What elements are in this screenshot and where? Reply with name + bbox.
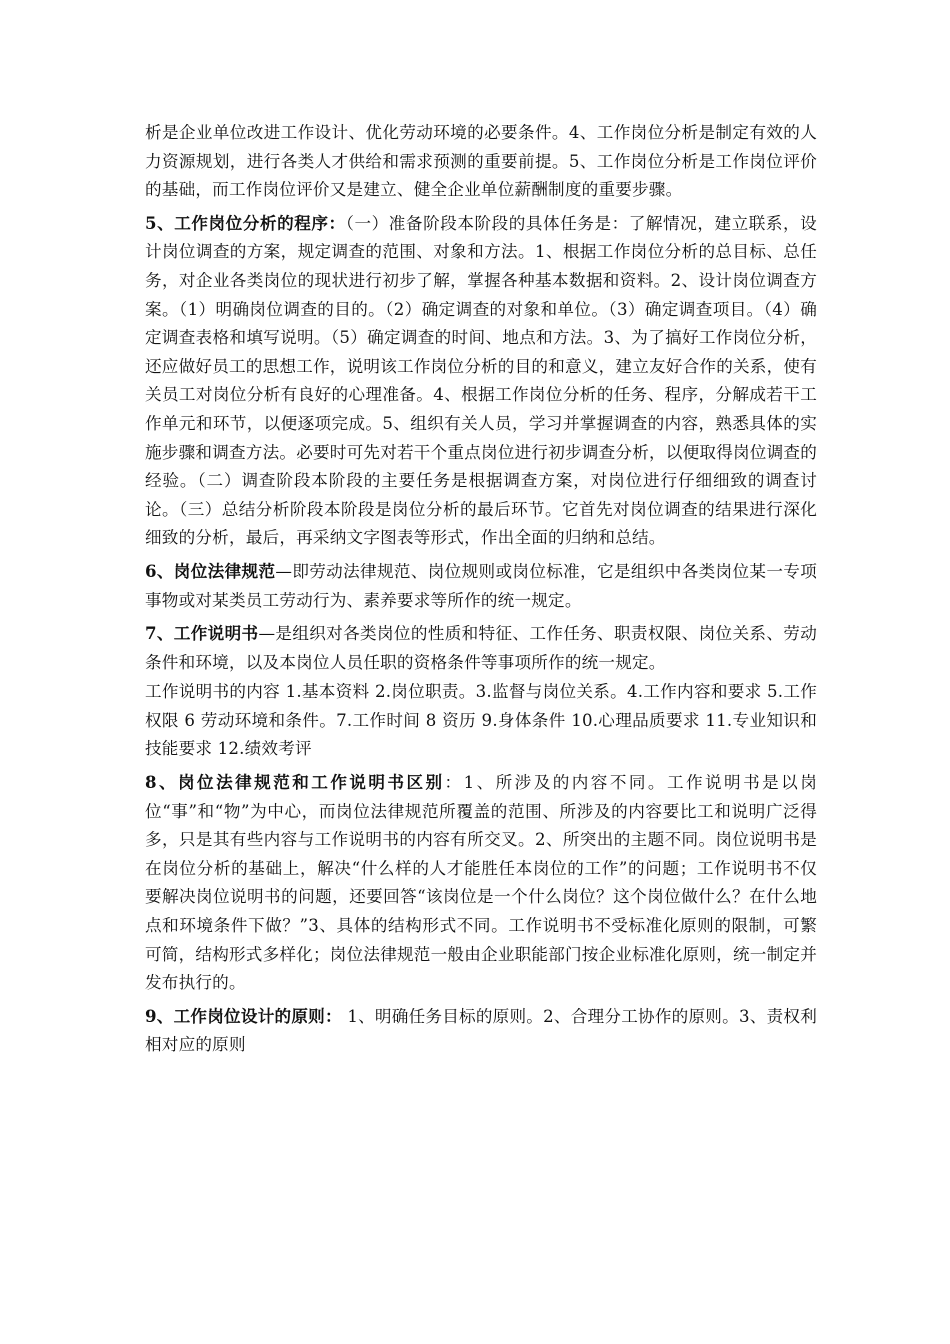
paragraph-body: 1、明确任务目标的原则。2、合理分工协作的原则。3、责权利相对应的原则 <box>145 1006 817 1055</box>
document-page <box>145 118 817 1064</box>
paragraph-body: ：1、所涉及的内容不同。工作说明书是以岗位“事”和“物”为中心，而岗位法律规范所覆盖的范围、所涉及的内容要比工和说明广泛得多，只是其有些内容与工作说明书的内容有所交叉。2、所突出的主题不同。岗位说明书是在岗位分析的基础上，解决“什么样的人才能胜任本岗位的工作”的问题；工作说明书不仅要解决岗位说明书的问题，还要回答“该岗位是一个什么岗位？这个岗位做什么？在什么地点和环境条件下做？”3、具体的结构形式不同。工作说明书不受标准化原则的限制，可繁可简，结构形式多样化；岗位法律规范一般由企业职能部门按企业标准化原则，统一制定并发布执行的。 <box>145 773 817 993</box>
paragraph-body: —即劳动法律规范、岗位规则或岗位标准，它是组织中各类岗位某一专项事物或对某类员工劳动行为、素养要求等所作的统一规定。 <box>145 561 817 610</box>
paragraph-job-analysis-procedure <box>145 209 817 553</box>
paragraph-heading: 5、工作岗位分析的程序： <box>145 212 346 233</box>
paragraph-job-legal-norms <box>145 557 817 615</box>
paragraph-heading: 6、岗位法律规范 <box>145 560 276 581</box>
paragraph-body: 析是企业单位改进工作设计、优化劳动环境的必要条件。4、工作岗位分析是制定有效的人力资源规划，进行各类人才供给和需求预测的重要前提。5、工作岗位分析是工作岗位评价的基础，而工作岗位评价又是建立、健全企业单位薪酬制度的重要步骤。 <box>145 123 817 200</box>
paragraph-job-description <box>145 619 817 677</box>
paragraph-body: —是组织对各类岗位的性质和特征、工作任务、职责权限、岗位关系、劳动条件和环境，以及本岗位人员任职的资格条件等事项所作的统一规定。 <box>145 624 817 672</box>
paragraph-job-design-principles <box>145 1002 817 1060</box>
paragraph-norms-vs-description <box>145 768 817 998</box>
paragraph-body: 工作说明书的内容 1.基本资料 2.岗位职责。3.监督与岗位关系。4.工作内容和要求 5.工作权限 6 劳动环境和条件。7.工作时间 8 资历 9.身体条件 10.心理品质要求 11.专业知识和技能要求 12.绩效考评 <box>145 682 817 759</box>
paragraph-body: （一）准备阶段本阶段的具体任务是：了解情况，建立联系，设计岗位调查的方案，规定调查的范围、对象和方法。1、根据工作岗位分析的总目标、总任务，对企业各类岗位的现状进行初步了解，掌握各种基本数据和资料。2、设计岗位调查方案。（1）明确岗位调查的目的。（2）确定调查的对象和单位。（3）确定调查项目。（4）确定调查表格和填写说明。（5）确定调查的时间、地点和方法。3、为了搞好工作岗位分析，还应做好员工的思想工作，说明该工作岗位分析的目的和意义，建立友好合作的关系，使有关员工对岗位分析有良好的心理准备。4、根据工作岗位分析的任务、程序，分解成若干工作单元和环节，以便逐项完成。5、组织有关人员，学习并掌握调查的内容，熟悉具体的实施步骤和调查方法。必要时可先对若干个重点岗位进行初步调查分析，以便取得岗位调查的经验。（二）调查阶段本阶段的主要任务是根据调查方案，对岗位进行仔细细致的调查讨论。（三）总结分析阶段本阶段是岗位分析的最后环节。它首先对岗位调查的结果进行深化细致的分析，最后，再采纳文字图表等形式，作出全面的归纳和总结。 <box>145 213 817 548</box>
paragraph-heading: 7、工作说明书 <box>145 623 259 644</box>
paragraph-heading: 8、岗位法律规范和工作说明书区别 <box>145 772 445 793</box>
paragraph-job-analysis-significance <box>145 118 817 205</box>
paragraph-job-description-contents <box>145 677 817 764</box>
paragraph-heading: 9、工作岗位设计的原则： <box>145 1005 342 1026</box>
